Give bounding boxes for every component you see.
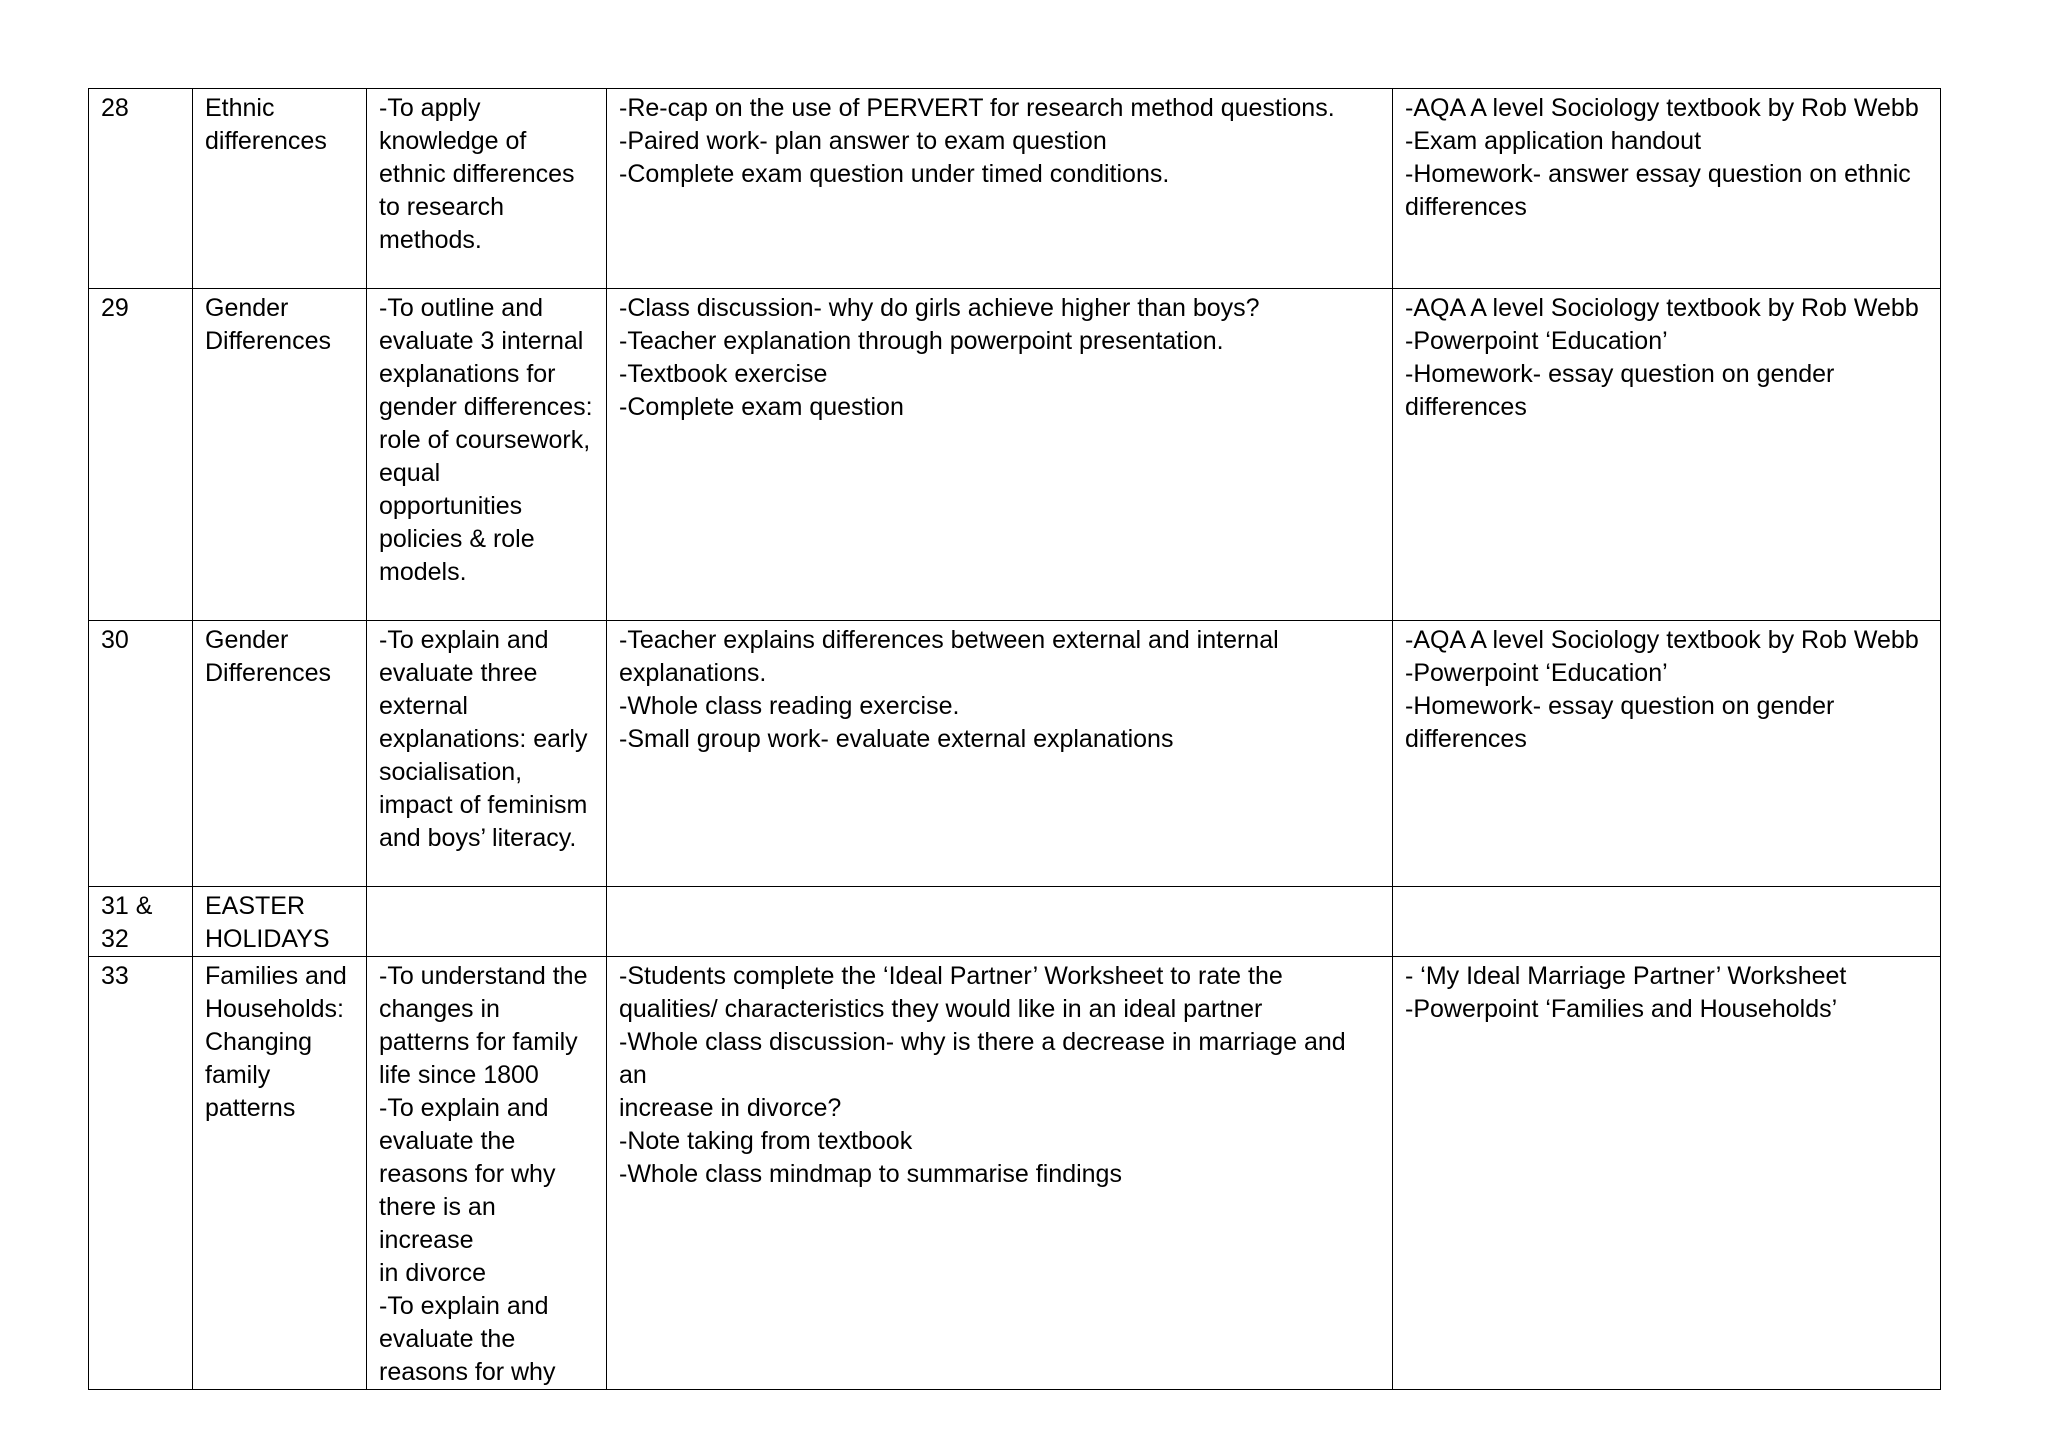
objectives-line: there is an increase: [379, 1193, 496, 1254]
objectives-line: knowledge of: [379, 127, 527, 155]
objectives-line: explanations for: [379, 360, 556, 388]
objectives-cell: [367, 289, 607, 621]
activities-line: -Students complete the ‘Ideal Partner’ Worksheet to rate the: [619, 962, 1283, 990]
activities-line: -Small group work- evaluate external explanations: [619, 725, 1174, 753]
week-text: 28: [101, 94, 129, 122]
resources-line: differences: [1405, 393, 1527, 421]
topic-cell: [193, 887, 367, 957]
objectives-line: opportunities: [379, 492, 523, 520]
topic-line: Changing: [205, 1028, 313, 1056]
resources-cell: [1393, 89, 1941, 289]
objectives-line: reasons for why: [379, 1160, 556, 1188]
resources-line: differences: [1405, 193, 1527, 221]
resources-line: -Exam application handout: [1405, 127, 1702, 155]
topic-line: Gender: [205, 294, 289, 322]
activities-line: explanations.: [619, 659, 767, 687]
objectives-cell: [367, 89, 607, 289]
objectives-line: evaluate 3 internal: [379, 327, 584, 355]
week-text: 30: [101, 626, 129, 654]
objectives-line: gender differences:: [379, 393, 593, 421]
activities-line: -Paired work- plan answer to exam question: [619, 127, 1107, 155]
activities-line: -Re-cap on the use of PERVERT for research method questions.: [619, 94, 1335, 122]
topic-line: differences: [205, 127, 327, 155]
week-cell: [89, 957, 193, 1390]
resources-line: -Homework- essay question on gender: [1405, 360, 1835, 388]
objectives-line: -To explain and: [379, 1094, 549, 1122]
objectives-line: models.: [379, 558, 467, 586]
objectives-line: to research: [379, 193, 505, 221]
activities-line: -Whole class discussion- why is there a decrease in marriage and an: [619, 1028, 1346, 1089]
resources-cell: [1393, 887, 1941, 957]
week-text: 33: [101, 962, 129, 990]
activities-cell: [607, 289, 1393, 621]
week-cell: [89, 89, 193, 289]
activities-cell: [607, 887, 1393, 957]
topic-line: Gender: [205, 626, 289, 654]
resources-line: -Powerpoint ‘Education’: [1405, 327, 1668, 355]
activities-line: -Whole class mindmap to summarise findings: [619, 1160, 1122, 1188]
objectives-line: and boys’ literacy.: [379, 824, 577, 852]
activities-line: -Teacher explanation through powerpoint presentation.: [619, 327, 1224, 355]
scheme-of-work-table: [88, 88, 1941, 1390]
week-cell: [89, 621, 193, 887]
resources-line: -Homework- essay question on gender: [1405, 692, 1835, 720]
resources-line: -AQA A level Sociology textbook by Rob Webb: [1405, 626, 1919, 654]
objectives-line: explanations: early: [379, 725, 588, 753]
activities-line: qualities/ characteristics they would like in an ideal partner: [619, 995, 1263, 1023]
resources-line: -Homework- answer essay question on ethnic: [1405, 160, 1911, 188]
week-text: 31 & 32: [101, 892, 153, 953]
objectives-line: external: [379, 692, 468, 720]
resources-cell: [1393, 289, 1941, 621]
topic-cell: [193, 89, 367, 289]
table-row: [89, 89, 1941, 289]
activities-line: -Textbook exercise: [619, 360, 828, 388]
objectives-line: socialisation,: [379, 758, 523, 786]
activities-line: increase in divorce?: [619, 1094, 842, 1122]
table-row: [89, 957, 1941, 1390]
activities-line: -Whole class reading exercise.: [619, 692, 960, 720]
week-cell: [89, 289, 193, 621]
topic-line: Differences: [205, 659, 331, 687]
activities-line: -Class discussion- why do girls achieve higher than boys?: [619, 294, 1260, 322]
activities-line: -Complete exam question: [619, 393, 904, 421]
objectives-line: evaluate the: [379, 1325, 516, 1353]
topic-cell: [193, 621, 367, 887]
objectives-cell: [367, 621, 607, 887]
scheme-table-body: [89, 89, 1941, 1390]
resources-line: -Powerpoint ‘Families and Households’: [1405, 995, 1838, 1023]
table-row: [89, 887, 1941, 957]
activities-line: -Teacher explains differences between external and internal: [619, 626, 1279, 654]
objectives-line: in divorce: [379, 1259, 486, 1287]
topic-cell: [193, 957, 367, 1390]
topic-line: Families and: [205, 962, 347, 990]
resources-cell: [1393, 621, 1941, 887]
activities-line: -Note taking from textbook: [619, 1127, 913, 1155]
objectives-line: -To explain and: [379, 626, 549, 654]
activities-line: -Complete exam question under timed conditions.: [619, 160, 1170, 188]
objectives-line: evaluate three: [379, 659, 538, 687]
week-text: 29: [101, 294, 129, 322]
objectives-line: impact of feminism: [379, 791, 588, 819]
resources-line: -AQA A level Sociology textbook by Rob Webb: [1405, 94, 1919, 122]
objectives-line: life since 1800: [379, 1061, 539, 1089]
topic-line: HOLIDAYS: [205, 925, 330, 953]
resources-line: differences: [1405, 725, 1527, 753]
objectives-line: reasons for why: [379, 1358, 556, 1386]
week-cell: [89, 887, 193, 957]
table-row: [89, 289, 1941, 621]
resources-line: -Powerpoint ‘Education’: [1405, 659, 1668, 687]
objectives-line: -To apply: [379, 94, 481, 122]
objectives-line: role of coursework,: [379, 426, 591, 454]
objectives-line: methods.: [379, 226, 482, 254]
objectives-line: changes in: [379, 995, 500, 1023]
topic-line: family: [205, 1061, 271, 1089]
resources-line: -AQA A level Sociology textbook by Rob Webb: [1405, 294, 1919, 322]
activities-cell: [607, 957, 1393, 1390]
activities-cell: [607, 89, 1393, 289]
topic-line: Differences: [205, 327, 331, 355]
objectives-cell: [367, 887, 607, 957]
objectives-line: ethnic differences: [379, 160, 575, 188]
topic-line: Ethnic: [205, 94, 275, 122]
objectives-line: -To understand the: [379, 962, 588, 990]
objectives-line: patterns for family: [379, 1028, 578, 1056]
objectives-line: policies & role: [379, 525, 535, 553]
objectives-line: -To explain and: [379, 1292, 549, 1320]
objectives-line: evaluate the: [379, 1127, 516, 1155]
topic-cell: [193, 289, 367, 621]
activities-cell: [607, 621, 1393, 887]
objectives-cell: [367, 957, 607, 1390]
objectives-line: -To outline and: [379, 294, 544, 322]
topic-line: EASTER: [205, 892, 306, 920]
objectives-line: equal: [379, 459, 441, 487]
topic-line: Households:: [205, 995, 344, 1023]
topic-line: patterns: [205, 1094, 296, 1122]
table-row: [89, 621, 1941, 887]
resources-cell: [1393, 957, 1941, 1390]
resources-line: - ‘My Ideal Marriage Partner’ Worksheet: [1405, 962, 1847, 990]
